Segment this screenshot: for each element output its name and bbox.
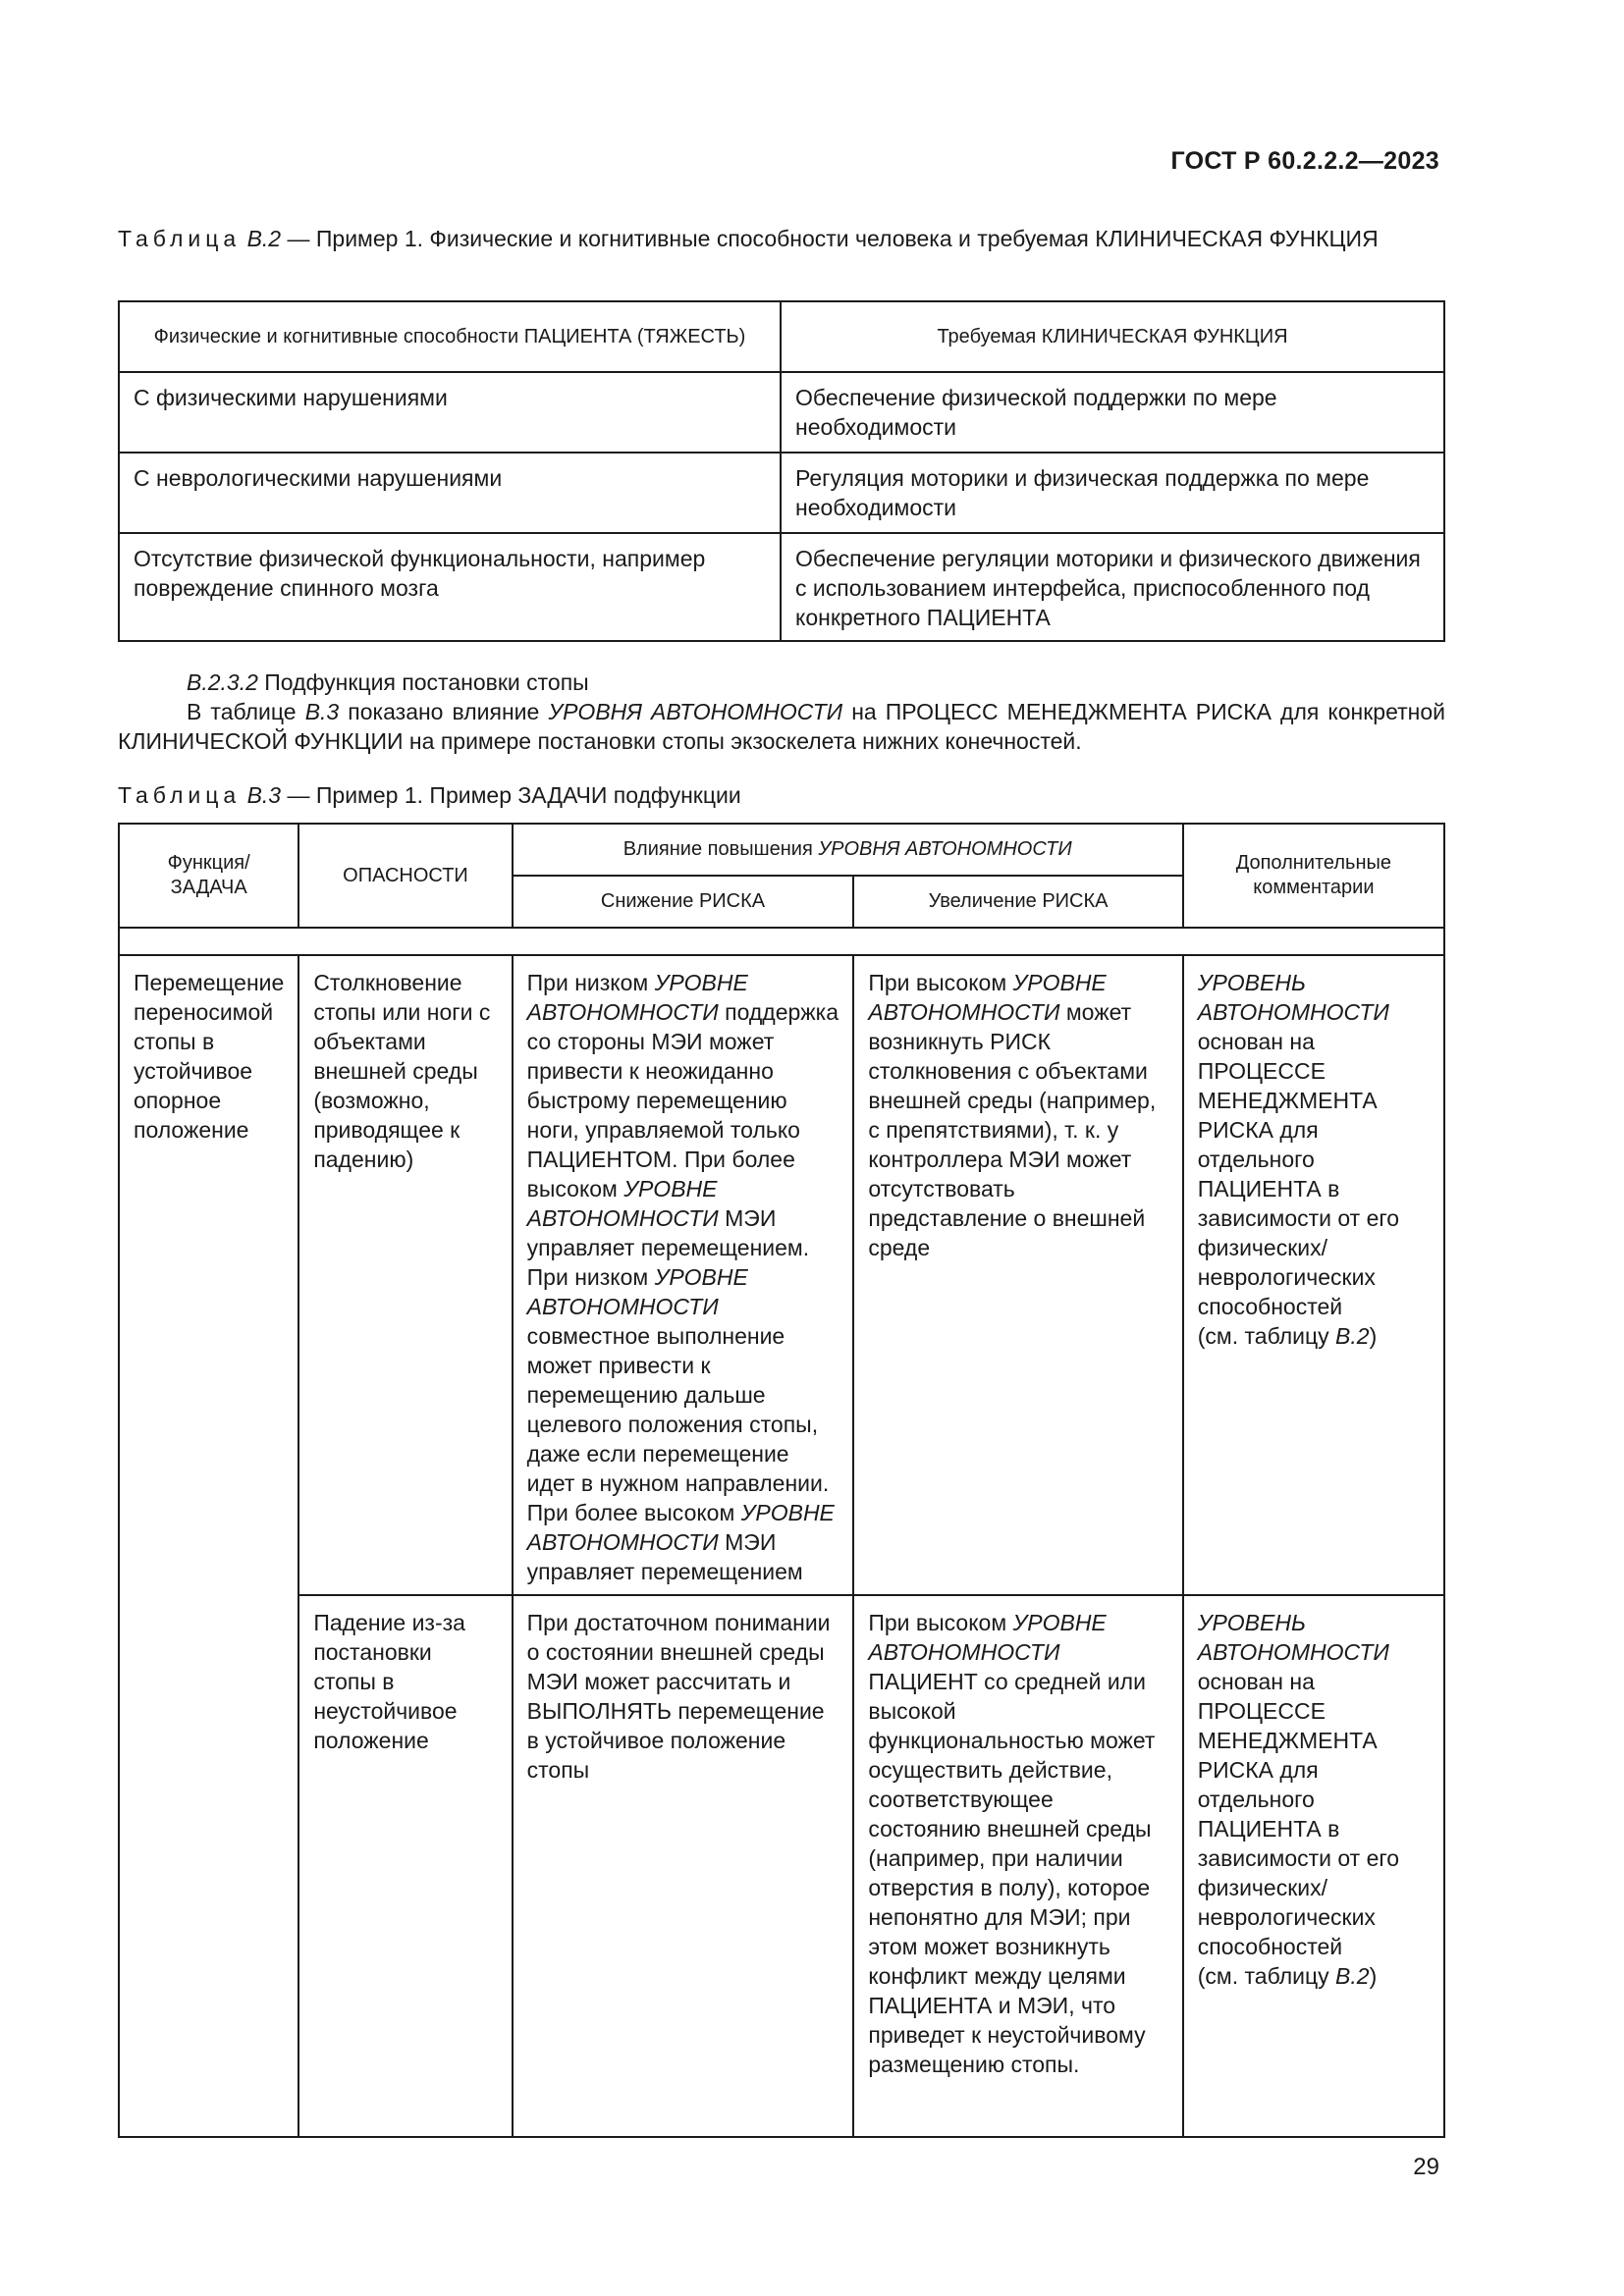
table-b2-header-abilities: Физические и когнитивные способности ПАЦИЕНТА (ТЯЖЕСТЬ)	[119, 301, 781, 372]
header-risk-increase: Увеличение РИСКА	[853, 876, 1182, 928]
header-hazards: ОПАСНОСТИ	[298, 824, 512, 928]
table-row	[119, 1595, 1444, 2137]
cell-emphasis: УРОВНЕ АВТОНОМНОСТИ	[526, 1264, 748, 1319]
ability-cell: С физическими нарушениями	[119, 372, 781, 453]
cell-text: (см. таблицу	[1197, 1963, 1336, 1989]
cell-text: При высоком	[868, 970, 1013, 995]
header-risk-decrease: Снижение РИСКА	[513, 876, 854, 928]
caption-ref: В.3	[246, 782, 282, 808]
risk-increase-cell	[853, 1595, 1182, 2137]
cell-emphasis: УРОВНЕ АВТОНОМНОСТИ	[526, 1176, 719, 1231]
section-text	[118, 667, 1445, 756]
cell-text: МЭИ управляет перемещением.	[526, 1205, 810, 1260]
comment-cell	[1183, 1595, 1444, 2137]
risk-decrease-cell	[513, 955, 854, 1595]
cell-text: )	[1369, 1963, 1378, 1989]
table-b2-caption	[118, 224, 1445, 254]
comment-cell	[1183, 955, 1444, 1595]
para-emphasis: УРОВНЯ АВТОНОМНОСТИ	[548, 699, 843, 724]
ability-cell: С неврологическими нарушениями	[119, 453, 781, 533]
cell-text: При низком	[526, 970, 655, 995]
cell-text: (см. таблицу	[1197, 1323, 1336, 1349]
ability-cell: Отсутствие физической функциональности, например повреждение спинного мозга	[119, 533, 781, 641]
section-title: Подфункция постановки стопы	[257, 669, 589, 695]
cell-emphasis: УРОВЕНЬ АВТОНОМНОСТИ	[1197, 1610, 1389, 1665]
para-text: показано влияние	[339, 699, 549, 724]
section-heading	[118, 667, 1445, 697]
cell-text: основан на ПРОЦЕССЕ МЕНЕДЖМЕНТА РИСКА для отдельного ПАЦИЕНТА в зависимости от его физических/неврологических способностей	[1197, 1029, 1400, 1319]
cell-text: может возникнуть РИСК столкновения с объектами внешней среды (например, с препятствиями), т. к. у контроллера МЭИ может отсутствовать представление о внешней среде	[868, 999, 1157, 1260]
cell-text: При высоком	[868, 1610, 1013, 1635]
cell-emphasis: УРОВНЕ АВТОНОМНОСТИ	[868, 970, 1107, 1025]
cell-text: МЭИ управляет перемещением	[526, 1529, 803, 1584]
caption-word: Таблица	[118, 782, 242, 808]
section-number: В.2.3.2	[187, 669, 258, 695]
caption-word: Таблица	[118, 226, 242, 251]
cell-text: При низком	[526, 1264, 655, 1290]
header-gap	[119, 928, 1444, 955]
header-influence-text: Влияние повышения	[623, 838, 819, 860]
cell-emphasis: УРОВЕНЬ АВТОНОМНОСТИ	[1197, 970, 1389, 1025]
cell-text: поддержка со стороны МЭИ может привести к неожиданно быстрому перемещению ноги, управляемой только ПАЦИЕНТОМ. При более высоком	[526, 999, 839, 1201]
cell-ref: В.2	[1335, 1963, 1370, 1989]
function-cell: Обеспечение физической поддержки по мере необходимости	[781, 372, 1444, 453]
header-comments: Дополнительные комментарии	[1183, 824, 1444, 928]
caption-text: — Пример 1. Физические и когнитивные способности человека и требуемая КЛИНИЧЕСКАЯ ФУНКЦИЯ	[281, 226, 1379, 251]
para-text: В таблице	[187, 699, 305, 724]
cell-text: совместное выполнение может привести к перемещению дальше целевого положения стопы, даже если перемещение идет в нужном направлении. При более высоком	[526, 1323, 830, 1525]
risk-decrease-cell: При достаточном понимании о состоянии внешней среды МЭИ может рассчитать и ВЫПОЛНЯТЬ перемещение в устойчивое положение стопы	[513, 1595, 854, 2137]
table-b2	[118, 300, 1445, 642]
table-b3-caption	[118, 780, 741, 811]
standard-number: ГОСТ Р 60.2.2.2—2023	[1170, 147, 1439, 175]
para-text: на ПРОЦЕСС МЕНЕДЖМЕНТА РИСКА для конкретной КЛИНИЧЕСКОЙ ФУНКЦИИ на примере постановки стопы экзоскелета нижних конечностей.	[118, 699, 1445, 754]
hazard-cell: Падение из-за постановки стопы в неустойчивое положение	[298, 1595, 512, 2137]
function-cell: Обеспечение регуляции моторики и физического движения с использованием интерфейса, приспособленного под конкретного ПАЦИЕНТА	[781, 533, 1444, 641]
risk-increase-cell	[853, 955, 1182, 1595]
cell-emphasis: УРОВНЕ АВТОНОМНОСТИ	[868, 1610, 1107, 1665]
header-influence	[513, 824, 1183, 876]
cell-emphasis: УРОВНЕ АВТОНОМНОСТИ	[526, 1500, 835, 1555]
function-cell: Перемещение переносимой стопы в устойчивое опорное положение	[119, 955, 298, 2137]
table-row	[119, 533, 1444, 641]
header-function-task: Функция/ ЗАДАЧА	[119, 824, 298, 928]
cell-text: ПАЦИЕНТ со средней или высокой функциональностью может осуществить действие, соответствующее состоянию внешней среды (например, при наличии отверстия в полу), которое непонятно для МЭИ; при этом может возникнуть конфликт между целями ПАЦИЕНТА и МЭИ, что приведет к неустойчивому размещению стопы.	[868, 1669, 1156, 2077]
table-b3	[118, 823, 1445, 2138]
cell-emphasis: УРОВНЕ АВТОНОМНОСТИ	[526, 970, 748, 1025]
para-ref: В.3	[304, 699, 340, 724]
cell-ref: В.2	[1335, 1323, 1370, 1349]
cell-text: )	[1369, 1323, 1378, 1349]
table-row	[119, 372, 1444, 453]
page-number: 29	[1413, 2154, 1439, 2180]
table-b2-header-function: Требуемая КЛИНИЧЕСКАЯ ФУНКЦИЯ	[781, 301, 1444, 372]
function-cell: Регуляция моторики и физическая поддержка по мере необходимости	[781, 453, 1444, 533]
section-paragraph	[118, 697, 1445, 756]
table-row	[119, 955, 1444, 1595]
caption-ref: В.2	[246, 226, 282, 251]
caption-text: — Пример 1. Пример ЗАДАЧИ подфункции	[281, 782, 741, 808]
table-row	[119, 453, 1444, 533]
hazard-cell: Столкновение стопы или ноги с объектами внешней среды (возможно, приводящее к падению)	[298, 955, 512, 1595]
cell-text: основан на ПРОЦЕССЕ МЕНЕДЖМЕНТА РИСКА для отдельного ПАЦИЕНТА в зависимости от его физических/неврологических способностей	[1197, 1669, 1400, 1959]
header-influence-emphasis: УРОВНЯ АВТОНОМНОСТИ	[818, 838, 1072, 860]
